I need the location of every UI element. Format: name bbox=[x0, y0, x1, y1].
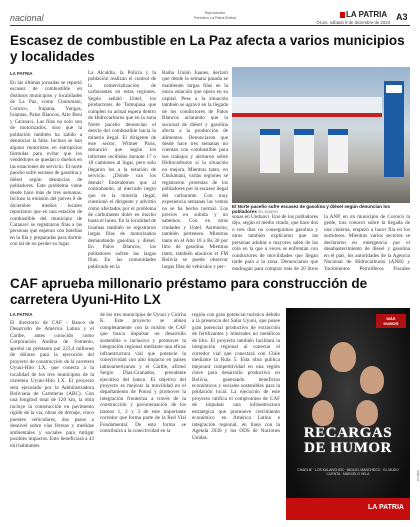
article1-column-1: En las últimas jornadas se reportó escasez de combustible en distintos municipios y localidades de La Paz, como Chulumani, Coroico, Irupana, Yungas, Ixiamas, Palos Blancos, Alto Beni y Caranavi. Las filas no solo son de motorizados, sino que la población también ha salido a denunciar la falta. Incluso se han alguno motoristas en estropicios fórmulas para evitar que los vendedores se quedan o dueños en las estaciones de servicio. El norte paceño sufre escasez de gasolina y diésel según denuncias de pobladores. Este problema viene desde hace más de tres semanas. Incluso la emisión del jueves 8 de diciembre medios locales reportaron que en una estación de combustible del municipio de Caranavi se registraron filas a las personas que esperan con botellas en la fila y preparadas para dormir con tal de no perder su lugar. bbox=[10, 80, 82, 248]
article1-column-5: la ANP, en un municipio de Coroico la gente, tras conocer sobre la llegada de una cisterna, empezó a hacer fila en los surtidores. Mientras varios sectores se declararon en emergencia por el desabastecimiento de diésel y gasolina en el país, los autoridades de la Agencia Nacional de Hidrocarburos (ANH) y Yacimientos Petrolíferos Fiscales bbox=[324, 214, 410, 272]
ad-brand: LA PATRIA bbox=[367, 504, 404, 511]
sign-logo bbox=[386, 85, 402, 93]
performer-portrait bbox=[330, 342, 356, 372]
newspaper-logo: LA PATRIA bbox=[340, 10, 387, 19]
photo-credit: /EL DIARIO bbox=[258, 210, 278, 214]
article2-column-3: región con gran potencial turístico debido a la presencia del Salar Uyuni, que posee gran potencial productivo de extracción de fertilizantes y minerales no metálicos de litio. El proyecto también facilitará la integración regional al conectar el corredor vial que conectará con Chile mediante la Ruta 5. Esta obra publica mejorará competitividad en una región clave para desarrollo productivo en Bolivia, generando beneficios económicos y sociales sostenibles para la población local. La ejecución de este proyecto ratifica el compromiso de CAF de impulsar una infraestructura estratégica que promueve crecimiento económico en América Latina e integración regional, en línea con la Agenda 2030 y los ODS de Naciones Unidas. bbox=[192, 312, 280, 441]
article2-headline: CAF aprueba millonario préstamo para construcción de carretera Uyuni-Hito LX bbox=[10, 276, 368, 307]
article2-column-2: de los tres municipios de Uyuni y Colcha K. Este proyecto se alinea completamente con la misión de CAF que busca impulsar un desarrollo sostenible e inclusivo y promover la integración regional mediante una eficaz infraestructura vial que potencie la conectividad con alto impacto en países latinoamericanos y el Caribe, afirmó Sergio Díaz-Granados, presidente ejecutivo del banco. El objetivo del proyecto es mejorar la movilidad en el departamento de Potosí y promover la integración fronteriza a través de la construcción y pavimentación de los tramos 1, 2 y 3 de este importante corredor que forma parte de la Red Vial Fundamental. De esta forma se contribuirá a la conectividad en la bbox=[100, 312, 186, 435]
logo-mark-icon bbox=[340, 12, 345, 18]
issue-date: Oruro, sábado 9 de diciembre de 2023 bbox=[316, 20, 390, 25]
ad-title: RECARGAS DE HUMOR bbox=[303, 425, 393, 456]
comedy-show-advertisement bbox=[286, 308, 410, 520]
station-canopy bbox=[232, 97, 382, 117]
article1-column-3: Radio Unión Juanes, declaró que desde la semana pasada se mantienen largas filas en la única estación que opera en su capital. Pese a la situación también se agravó en la llegada de los conductores de Palos Blancos aclarando que la sucursal de diésel y gasolina afecta a la producción de alimentos. Denunciaron que desde hace tres semanas no cuentan con combustible para sus trabajos y alertaron sobre Hidrocarburos si la situación no mejora. Mientras tanto, en Chulumani, varias regiones se registraron protestas de los pobladores por la escasez ilegal del carburante. Con muy experiencia semanas las ventas no se ha hecho normal. Los precios en subida y no sabemos. Con en otras ciudades y Untel. Asimismo, también pertenece. Mientras tanto en el Alto 18 a Bs 30 por litro de gasolina. Mientras tanto, también atacaron el FM Bolivia se puede observar largas filas de vehículos y per- bbox=[162, 70, 228, 270]
performer-portrait bbox=[312, 400, 334, 426]
article1-column-2: La Alcaldía, la Policía y la población realizan el control de la comercialización de carburantes en estas regiones. Según señaló Untel, los productores de Tumupasa que cumplen su actual espera dentro de Hidrocarburos que en la zona Norte paceño denuncian el desvío del combustible hacia la minería ilegal. El dirigente de este sector, Wilmer Paris, denunció que según los informes recibidos durante 17 o 18 camiones al lugar, pero solo llegaron los a la estación de servicio. ¿Dónde van los demás? Entendemos que al contrabando, al mercado negro que es la minería ilegal, cuestionó el dirigente y advirtió cómo afectados por el problema de carburantes doler en mucho hasta el lunes. En la localidad de Ixiamas también se registraron largas filas de motorizados demandando gasolina y diésel. En Palos Blancos, los pobladores sufren las largas filas. En las comunidades publicado en la bbox=[88, 70, 156, 270]
page-number: A3 bbox=[396, 12, 408, 22]
fuel-pump-icon bbox=[294, 129, 314, 173]
performer-portrait bbox=[360, 366, 384, 394]
article1-column-4: sonas en Unduavi. Uno de los pobladores dijo, según el medio citado, que hace dos o tres días no conseguimos gasolina y otros también explicaron que las personas adultas o mayores salen de las cola en la que a veces se enfrentan con conductores de movilidades que llegan tarde para a la zona. Denunciaron que madrugan para comprar más de 20 litros bbox=[232, 214, 318, 272]
station-sign bbox=[384, 81, 404, 177]
photo-caption: El Norte paceño sufre escasez de gasolina y diésel según denuncian los pobladores /EL DIARIO bbox=[232, 204, 391, 214]
fuel-pump-icon bbox=[328, 129, 348, 173]
ad-performer-names: CHARLIE · LOS KALANCHOS · MIGUEL MANCHEGO · EL MUDO CUENTA · MARCELO VELA bbox=[297, 468, 399, 477]
reproduction-note: Reproducido Periódico La Patria Bolivia bbox=[194, 11, 236, 20]
fuel-station-photo bbox=[232, 67, 410, 203]
masthead bbox=[10, 10, 410, 26]
section-label: nacional bbox=[10, 13, 44, 23]
ad-footer-bar bbox=[286, 498, 410, 520]
article1-headline: Escasez de combustible en La Paz afecta a varios municipios y localidades bbox=[10, 33, 405, 64]
ad-tag: MÁS HUMOR bbox=[376, 314, 406, 328]
ad-side-credit: N880725 bbox=[416, 470, 420, 482]
performer-portrait bbox=[298, 370, 322, 398]
performer-portrait bbox=[356, 400, 378, 426]
article2-column-1: El directorio de CAF - Banco de Desarrollo de América Latina y el Caribe, antes conocido como Corporación Andina de Fomento, aprobó un préstamo por 223,4 millones de dólares para la ejecución del proyecto de construcción de la carretera Uyuni-Hito LX, que conecta a la localidad de los tres municipios de la carretera Uyuni-Hito LX. El proyecto será ejecutado por la Administradora Boliviana de Carreteras (ABC). Con una longitud total de 120 km, la obra incluye la construcción en pavimento rígido de la vía, obras de drenaje, cinco puentes vehiculares, dos pasos a desnivel sobre vías férreas y medidas ambientales y sociales para mitigar posibles impactos. Esto beneficiará a 43 mil habitantes bbox=[10, 320, 94, 449]
article1-byline: LA PATRIA bbox=[10, 71, 33, 76]
article2-byline: LA PATRIA bbox=[10, 312, 33, 317]
fuel-pump-icon bbox=[260, 129, 280, 173]
